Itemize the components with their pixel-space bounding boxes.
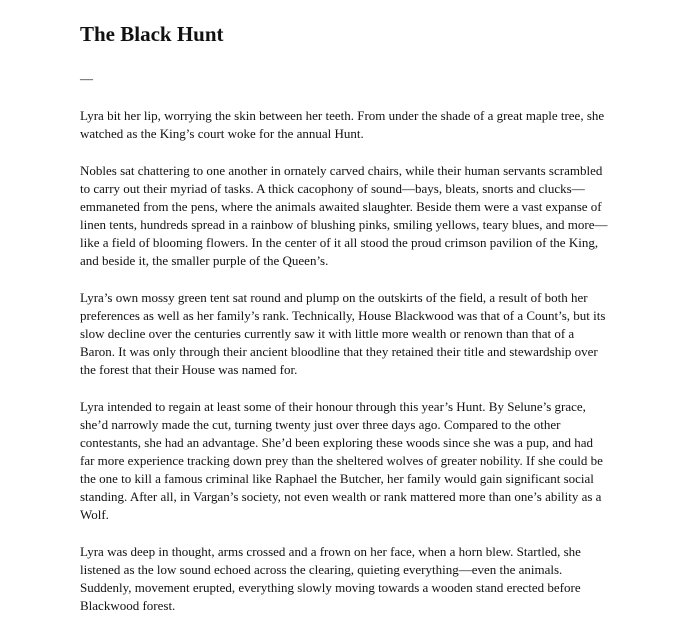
story-title: The Black Hunt (80, 22, 224, 46)
section-separator: — (80, 71, 93, 86)
story-body (80, 107, 610, 634)
paragraph-3: Lyra’s own mossy green tent sat round and plump on the outskirts of the field, a result of both her preferences as well as her family’s rank. Technically, House Blackwood was that of a Count’s, but its slow decline over the centuries currently saw it with little more wealth or renown than that of a Baron. It was only through their ancient bloodline that they retained their title and stewardship over the forest that their House was named for. (80, 290, 606, 377)
paragraph-5: Lyra was deep in thought, arms crossed and a frown on her face, when a horn blew. Startled, she listened as the low sound echoed across the clearing, quieting everything—even the animals. Suddenly, movement erupted, everything slowly moving towards a wooden stand erected before Blackwood forest. (80, 544, 581, 613)
paragraph-1: Lyra bit her lip, worrying the skin between her teeth. From under the shade of a great maple tree, she watched as the King’s court woke for the annual Hunt. (80, 108, 605, 141)
paragraph-2: Nobles sat chattering to one another in ornately carved chairs, while their human servants scrambled to carry out their myriad of tasks. A thick cacophony of sound—bays, bleats, snorts and clucks—emmaneted from the pens, where the animals awaited slaughter. Beside them were a vast expanse of linen tents, hundreds spread in a rainbow of blushing pinks, smiling yellows, teary blues, and more—like a field of blooming flowers. In the center of it all stood the proud crimson pavilion of the King, and beside it, the smaller purple of the Queen’s. (80, 163, 608, 268)
paragraph-4: Lyra intended to regain at least some of their honour through this year’s Hunt. By Selune’s grace, she’d narrowly made the cut, turning twenty just over three days ago. Compared to the other contestants, she had an advantage. She’d been exploring these woods since she was a pup, and had far more experience tracking down prey than the sheltered wolves of greater nobility. If she could be the one to kill a famous criminal like Raphael the Butcher, her family would gain significant social standing. After all, in Vargan’s society, not even wealth or rank mattered more than one’s ability as a Wolf. (80, 399, 603, 522)
